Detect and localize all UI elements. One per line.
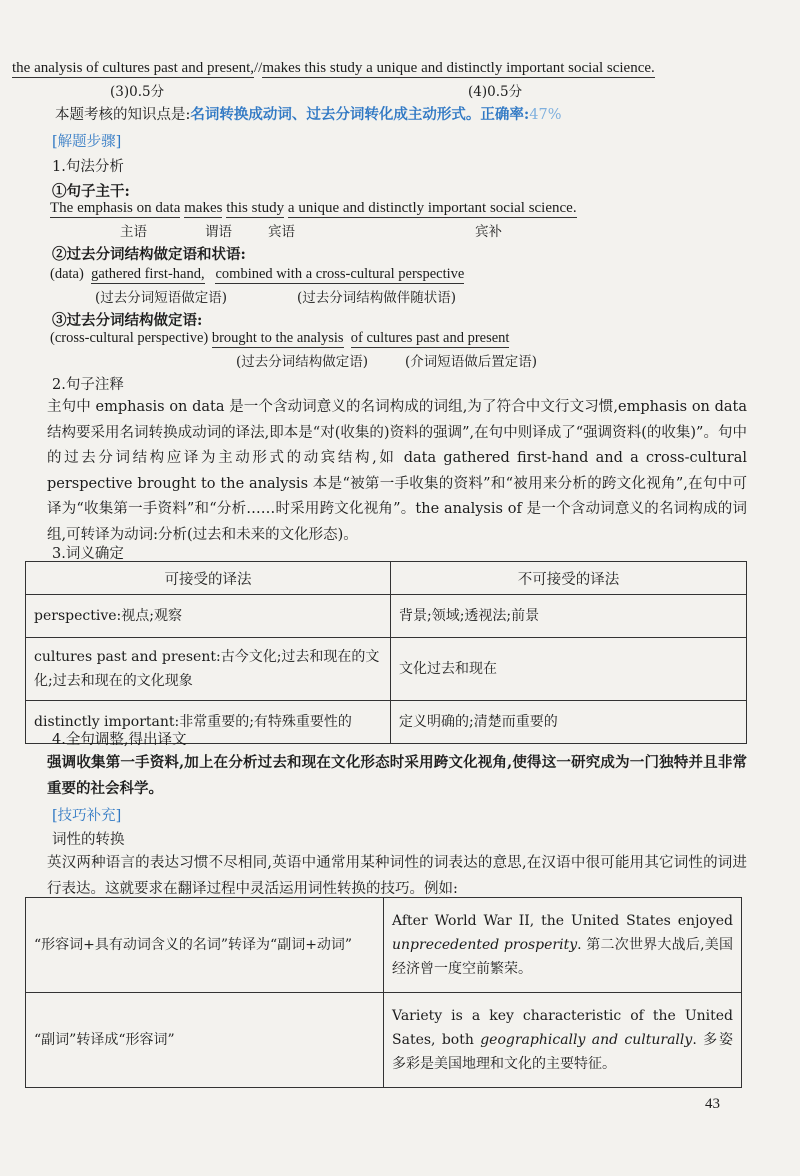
attributive-sentence <box>50 330 509 347</box>
section-tips: [技巧补充] <box>52 808 122 824</box>
table-row <box>26 595 747 638</box>
step1-sub1: ①句子主干: <box>52 183 130 200</box>
knowledge-points: 名词转换成动词、过去分词转化成主动形式。 <box>190 106 481 123</box>
example-translation: . 多姿多彩是美国地理和文化的主要特征。 <box>392 1032 734 1072</box>
top-sentence-part-b: makes this study a unique and distinctly important social science. <box>262 60 655 76</box>
table-row <box>26 898 742 993</box>
step3-title: 3.词义确定 <box>52 546 124 562</box>
example-italic: unprecedented prosperity <box>392 937 578 953</box>
participle-phrase-1: gathered first-hand, <box>91 266 205 282</box>
example-cell <box>384 993 742 1088</box>
table-row <box>26 638 747 701</box>
trunk-verb-tag: 谓语 <box>205 224 232 240</box>
top-sentence <box>12 60 655 77</box>
table-cell: 文化过去和现在 <box>391 638 747 701</box>
trunk-object: this study <box>226 200 285 216</box>
participle-phrase-2: combined with a cross-cultural perspective <box>215 266 465 282</box>
top-sentence-part-a: the analysis of cultures past and present, <box>12 60 255 76</box>
tips-title: 词性的转换 <box>52 832 125 848</box>
rule-cell: “副词”转译成“形容词” <box>26 993 384 1088</box>
step1-sub3: ③过去分词结构做定语: <box>52 312 203 329</box>
example-cell <box>384 898 742 993</box>
step1-sub2: ②过去分词结构做定语和状语: <box>52 246 246 263</box>
trunk-subject-tag: 主语 <box>120 224 147 240</box>
participle-tag-1: (过去分词短语做定语) <box>95 290 228 306</box>
trunk-sentence <box>50 200 577 217</box>
accuracy-value: 47% <box>529 107 562 123</box>
tag-4: (4)0.5分 <box>468 84 523 100</box>
attributive-tag-2: (介词短语做后置定语) <box>405 354 538 370</box>
step2-title: 2.句子注释 <box>52 377 124 393</box>
table-cell: distinctly important:非常重要的;有特殊重要性的 <box>26 701 391 744</box>
example-text: Variety is a key characteristic of the United Sates, both <box>392 1008 733 1048</box>
top-sentence-separator: // <box>254 60 263 76</box>
table-row <box>26 993 742 1088</box>
table-header-acceptable: 可接受的译法 <box>26 562 391 595</box>
attributive-phrase-2: of cultures past and present <box>350 330 510 346</box>
table-cell: 定义明确的;清楚而重要的 <box>391 701 747 744</box>
attributive-tag-1: (过去分词结构做定语) <box>236 354 369 370</box>
word-meaning-table <box>25 561 747 744</box>
attributive-phrase-1: brought to the analysis <box>211 330 344 346</box>
rule-cell: “形容词+具有动词含义的名词”转译为“副词+动词” <box>26 898 384 993</box>
knowledge-line <box>55 103 561 124</box>
trunk-verb: makes <box>184 200 223 216</box>
trunk-complement: a unique and distinctly important social science. <box>287 200 577 216</box>
example-italic: geographically and culturally <box>480 1032 693 1048</box>
participle-tag-2: (过去分词结构做伴随状语) <box>297 290 457 306</box>
participle-sentence <box>50 266 464 283</box>
trunk-complement-tag: 宾补 <box>475 224 502 240</box>
step2-paragraph: 主句中 emphasis on data 是一个含动词意义的名词构成的词组,为了符合中文行文习惯,emphasis on data 结构要采用名词转换成动词的译法,即本是“对(收集的)资料的强调”,在句中则译成了“强调资料(的收集)”。句中的过去分词结构应译为主动形式的动宾结构,如 data gathered first-hand and a cross-cultural perspective brought to the analysis 本是“被第一手收集的资料”和“被用来分析的跨文化视角”,在句中可译为“收集第一手资料”和“分析……时采用跨文化视角”。the analysis of 是一个含动词意义的名词构成的词组,可转译为动词:分析(过去和未来的文化形态)。 <box>47 399 747 543</box>
attributive-head: (cross-cultural perspective) <box>50 330 209 346</box>
example-text: After World War II, the United States enjoyed <box>392 913 733 929</box>
table-header-unacceptable: 不可接受的译法 <box>391 562 747 595</box>
table-cell: 背景;领域;透视法;前景 <box>391 595 747 638</box>
accuracy-label: 正确率: <box>480 106 530 123</box>
step4-title: 4.全句调整,得出译文 <box>52 732 187 748</box>
knowledge-prefix: 本题考核的知识点是: <box>55 107 191 123</box>
trunk-object-tag: 宾语 <box>268 224 295 240</box>
page-number: 43 <box>705 1096 720 1112</box>
tips-paragraph: 英汉两种语言的表达习惯不尽相同,英语中通常用某种词性的词表达的意思,在汉语中很可能用其它词性的词进行表达。这就要求在翻译过程中灵活运用词性转换的技巧。例如: <box>47 855 747 897</box>
pos-conversion-table <box>25 897 742 1088</box>
section-steps: [解题步骤] <box>52 134 122 150</box>
participle-head: (data) <box>50 266 84 282</box>
example-translation: . 第二次世界大战后,美国经济曾一度空前繁荣。 <box>392 937 733 977</box>
table-cell: perspective:视点;观察 <box>26 595 391 638</box>
tag-3: (3)0.5分 <box>110 84 165 100</box>
step1-title: 1.句法分析 <box>52 159 124 175</box>
step4-translation: 强调收集第一手资料,加上在分析过去和现在文化形态时采用跨文化视角,使得这一研究成为一门独特并且非常重要的社会科学。 <box>47 754 747 797</box>
table-header-row <box>26 562 747 595</box>
table-cell: cultures past and present:古今文化;过去和现在的文化;过去和现在的文化现象 <box>26 638 391 701</box>
trunk-subject: The emphasis on data <box>50 200 181 216</box>
